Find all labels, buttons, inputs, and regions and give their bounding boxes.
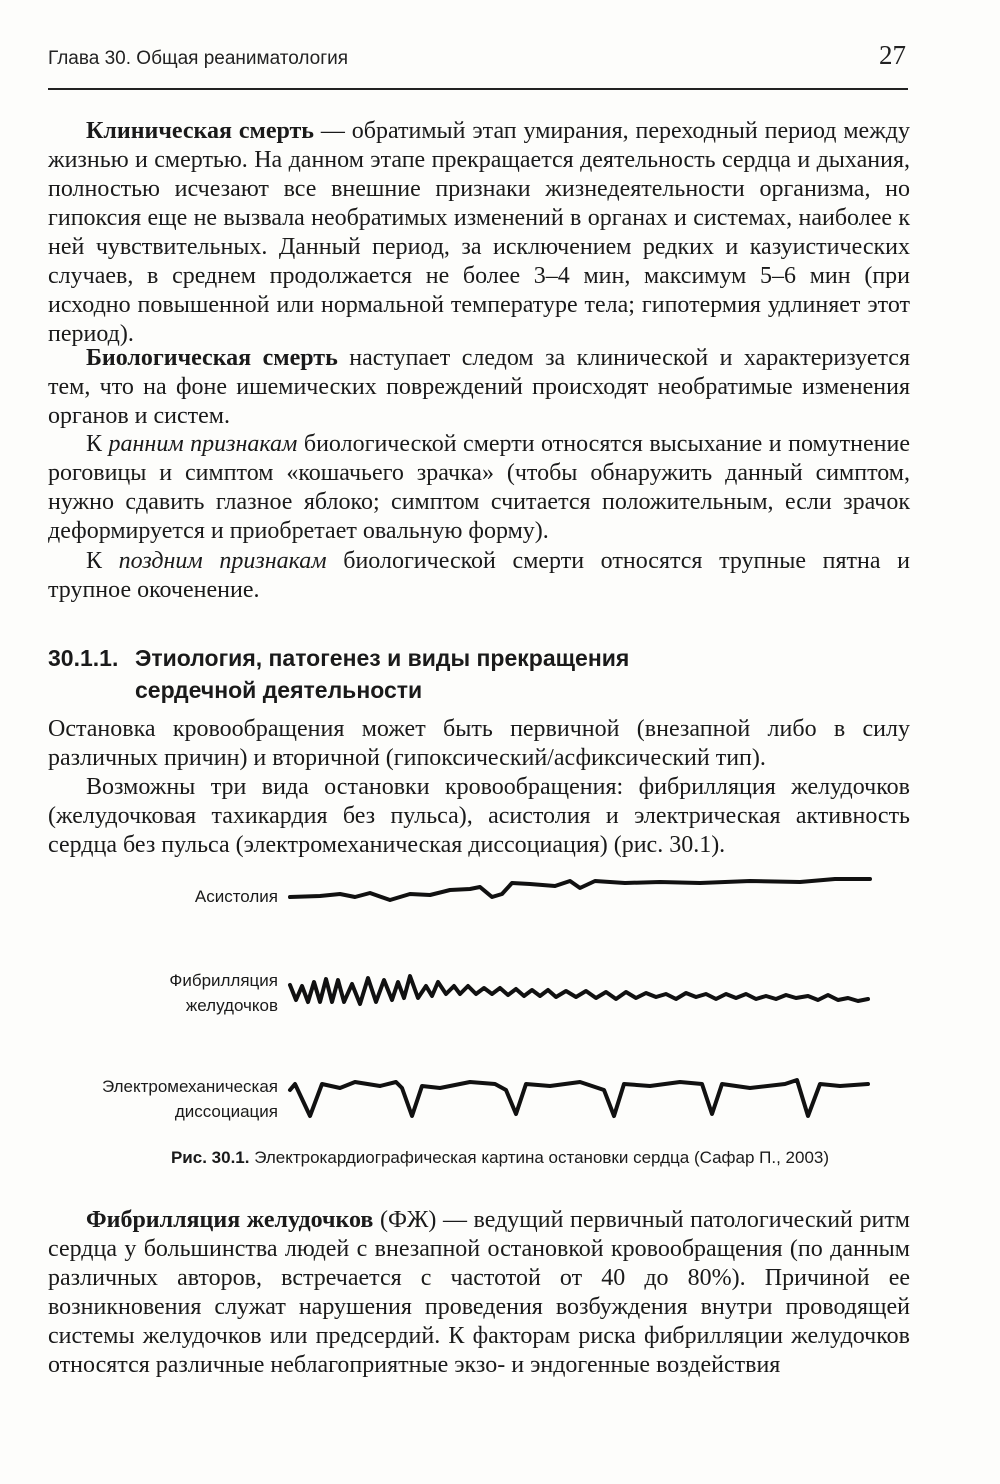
ecg-trace-fibrillation	[280, 960, 880, 1020]
paragraph-lead: К	[86, 431, 109, 457]
section-title: Этиология, патогенез и виды прекращения сердечной деятельности	[135, 645, 630, 703]
paragraph-biological-death	[48, 344, 910, 431]
term-biological-death: Биологическая смерть	[86, 345, 338, 371]
section-number: 30.1.1.	[48, 645, 119, 671]
paragraph-text: Возможны три вида остановки кровообращения: фибрилляция желудочков (желудочковая тахикардия без пульса), асистолия и электрическая активность сердца без пульса (электромеханическая диссоциация) (рис. 30.1).	[48, 774, 910, 858]
paragraph-text: Остановка кровообращения может быть первичной (внезапной либо в силу различных причин) и вторичной (гипоксический/асфиксический тип).	[48, 716, 910, 771]
term-clinical-death: Клиническая смерть	[86, 118, 314, 144]
paragraph-early-signs	[48, 430, 910, 546]
italic-late-signs: поздним признакам	[118, 548, 327, 574]
paragraph-text: биологической смерти относятся трупные пятна и трупное окоченение.	[48, 548, 911, 603]
paragraph-clinical-death	[48, 117, 910, 349]
emd-line	[290, 1080, 868, 1116]
chapter-title: Глава 30. Общая реаниматология	[48, 48, 349, 69]
paragraph-vf	[48, 1206, 910, 1380]
ecg-trace-asystole	[280, 870, 880, 920]
paragraph-late-signs	[48, 547, 910, 605]
paragraph-arrest-types	[48, 715, 910, 773]
trace-label-asystole: Асистолия	[194, 887, 278, 906]
trace-label-emd: Электромеханическая диссоциация	[101, 1077, 278, 1121]
asystole-line	[290, 879, 870, 900]
paragraph-text: (ФЖ) — ведущий первичный патологический ритм сердца у большинства людей с внезапной остановкой кровообращения (по данным различных авторов, встречается с частотой от 40 до 80%). Причиной ее возникновения служат нарушения проведения возбуждения внутри проводящей системы желудочков или предсердий. К факторам риска фибрилляции желудочков относятся различные неблагоприятные экзо- и эндогенные воздействия	[48, 1207, 910, 1378]
figure-caption	[60, 1148, 940, 1168]
caption-text: Электрокардиографическая картина остановки сердца (Сафар П., 2003)	[249, 1148, 830, 1167]
fibrillation-line	[290, 976, 868, 1004]
page-number: 27	[879, 40, 906, 70]
term-vf: Фибрилляция желудочков	[86, 1207, 374, 1233]
italic-early-signs: ранним признакам	[108, 431, 298, 457]
caption-lead: Рис. 30.1.	[170, 1148, 250, 1167]
paragraph-lead: К	[86, 548, 119, 574]
running-head	[48, 40, 906, 70]
paragraph-text: наступает следом за клинической и характеризуется тем, что на фоне ишемических повреждений происходят необратимые изменения органов и систем.	[48, 345, 910, 429]
paragraph-text: — обратимый этап умирания, переходный период между жизнью и смертью. На данном этапе прекращается деятельность сердца и дыхания, полностью исчезают все внешние признаки жизнедеятельности организма, но гипоксия еще не вызвала необратимых изменений в органах и системах, наиболее к ней чувствительных. Данный период, за исключением редких и казуистических случаев, в среднем продолжается не более 3–4 мин, максимум 5–6 мин (при исходно повышенной или нормальной температуре тела; гипотермия удлиняет этот период).	[48, 118, 910, 347]
header-rule	[48, 88, 908, 90]
paragraph-text: биологической смерти относятся высыхание и помутнение роговицы и симптом «кошачьего зрачка» (чтобы обнаружить данный симптом, нужно сдавить глазное яблоко; симптом считается положительным, если зрачок деформируется и приобретает овальную форму).	[48, 431, 910, 544]
ecg-trace-emd	[280, 1070, 880, 1130]
trace-label-vf: Фибрилляция желудочков	[169, 971, 278, 1015]
paragraph-three-types	[48, 773, 910, 860]
